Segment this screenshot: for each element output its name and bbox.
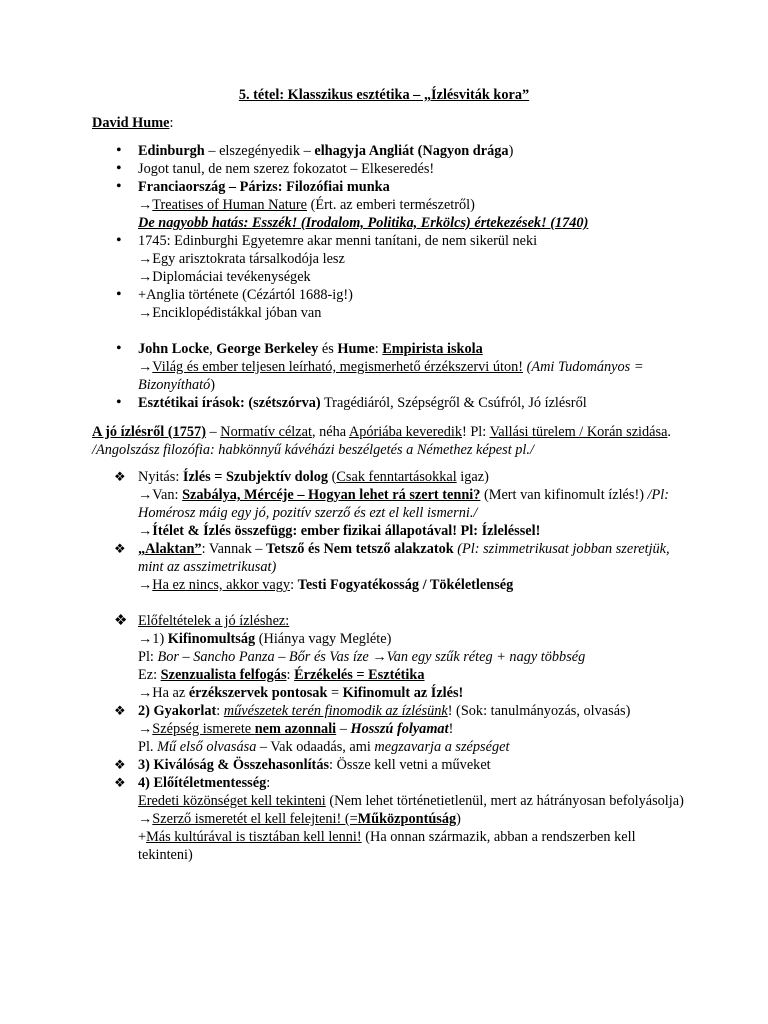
text: (Nem lehet történetietlenül, mert az hátrányosan befolyásolja) [325,793,684,809]
text: , [209,341,217,357]
text: Szépség ismerete [152,721,255,737]
text: : [374,341,383,357]
text: Apóriába keveredik [348,424,463,440]
text: Kifinomult az Ízlés! [342,685,464,701]
list-item [92,232,692,286]
text: Hume [337,341,375,357]
list-item [92,612,692,702]
text: Érzékelés = Esztétika [294,667,425,683]
text: ! [448,721,454,737]
text: Esztétikai írások: (szétszórva) [138,395,321,411]
text: : [290,577,298,593]
text: +Anglia története (Cézártól 1688-ig!) [138,287,353,303]
text: Nyitás: [138,469,183,485]
text: Bor – Sancho Panza – Bőr és Vas íze →Van egy szűk réteg + nagy többség [157,649,586,665]
text: megzavarja a szépséget [374,739,510,755]
text: Tragédiáról, Szépségről & Csúfról, Jó ízlésről [320,395,587,411]
list-item [92,178,692,232]
page-title: 5. tétel: Klasszikus esztétika – „Ízlésviták kora” [238,87,530,103]
text: Szerző ismeretét el kell felejteni! (= [152,811,358,827]
list-item [92,774,692,864]
text: Más kultúrával is tisztában kell lenni! [146,829,362,845]
hume-heading: David Hume [92,115,170,131]
text: Kifinomultság [167,631,256,647]
list-item [92,394,692,412]
text: érzékszervek pontosak [188,685,328,701]
text: 4) Előítéletmentesség [138,775,267,791]
text: (Ha onnan származik, abban a rendszerben kell tekinteni) [138,829,636,863]
text: Empirista iskola [382,341,483,357]
text: →Van: [138,487,183,503]
text: Ez: [138,667,161,683]
text: Tetsző és Nem tetsző alakzatok [266,541,454,557]
text: ! (Sok: tanulmányozás, olvasás) [447,703,631,719]
text: : Vannak – [201,541,267,557]
text: Normatív célzat [220,424,312,440]
text: (Hiánya vagy Megléte) [255,631,392,647]
text: Eredeti közönséget kell tekinteni [138,793,326,809]
text: Pl. [138,739,158,755]
text: Világ és ember teljesen leírható, megismerhető érzékszervi úton! [152,359,524,375]
text: Franciaország – Párizs: Filozófiai munka [138,179,390,195]
hume-section [92,114,692,412]
text: Testi Fogyatékosság / Tökéletlenség [297,577,514,593]
text: Vallási türelem / Korán szidása [489,424,668,440]
text: Szabálya, Mércéje – Hogyan lehet rá szert tenni? [182,487,481,503]
list-item [92,340,692,394]
text: : [286,667,295,683]
text: és [318,341,338,357]
text: = [327,685,343,701]
arrow: → [138,577,153,593]
text: ! Pl: [462,424,490,440]
text: A jó ízlésről (1757) [92,424,206,440]
list-item [92,756,692,774]
text: nem azonnali [254,721,337,737]
hume-heading-line [92,114,692,132]
list-item [92,468,692,540]
text: . [667,424,671,440]
text: – [205,424,221,440]
text: →1) [138,631,168,647]
text: Ha ez nincs, akkor vagy [152,577,291,593]
text: (Mert van kifinomult ízlés!) [480,487,648,503]
text: /Pl: Homérosz máig egy jó, pozitív szerző és ezt el kell ismerni./ [138,487,669,521]
essay-paragraph [92,423,682,459]
text: Mű első olvasása [157,739,257,755]
text: →Diplomáciai tevékenységek [138,269,311,285]
list-item [92,540,692,594]
text: , néha [311,424,349,440]
text: elhagyja Angliát (Nagyon drága [314,143,509,159]
text: – Vak odaadás, ami [256,739,375,755]
text: ( [328,469,337,485]
text: Treatises of Human Nature [152,197,308,213]
text: Jogot tanul, de nem szerez fokozatot – Elkeseredés! [138,161,435,177]
text: Hosszú folyamat [350,721,449,737]
text: (Ért. az emberi természetről) [307,197,475,213]
text: – elszegényedik – [204,143,315,159]
text: Csak fenntartásokkal [336,469,457,485]
text: Műközpontúság [357,811,457,827]
text: →Ha az [138,685,189,701]
text: : [216,703,224,719]
text: George Berkeley [216,341,319,357]
text: John Locke [138,341,210,357]
text: Előfeltételek a jó ízléshez: [138,613,290,629]
text: – [336,721,351,737]
heading-colon: : [169,115,174,131]
arrow: → [138,721,153,737]
text: 1745: Edinburghi Egyetemre akar menni tanítani, de nem sikerül neki [138,233,538,249]
list-item [92,286,692,322]
arrow: → [138,197,153,213]
text: 2) Gyakorlat [138,703,217,719]
text: Ízlés = Szubjektív dolog [182,469,329,485]
text: igaz) [456,469,489,485]
arrow: → [138,811,153,827]
text: „Alaktan” [138,541,202,557]
text: (Pl: szimmetrikusat jobban szeretjük, mint az asszimetrikusat) [138,541,670,575]
text: →Enciklopédistákkal jóban van [138,305,322,321]
text: Edinburgh [138,143,205,159]
text: (Ami Tudományos = Bizonyítható [138,359,644,393]
text: De nagyobb hatás: Esszék! (Irodalom, Politika, Erkölcs) értekezések! (1740) [138,215,589,231]
text: Pl: [138,649,158,665]
list-item [92,142,692,160]
text: →Ítélet & Ízlés összefügg: ember fizikai állapotával! Pl: Ízleléssel! [138,523,541,539]
text: →Egy arisztokrata társalkodója lesz [138,251,345,267]
text: ) [508,143,514,159]
list-item [92,702,692,756]
text: 3) Kiválóság & Összehasonlítás [138,757,330,773]
text: : [266,775,271,791]
text: : Össze kell vetni a műveket [329,757,491,773]
list-item [92,160,692,178]
text: /Angolszász filozófia: habkönnyű kávéházi beszélgetés a Némethez képest pl./ [92,442,534,458]
text: Szenzualista felfogás [160,667,287,683]
essay-points [92,468,692,864]
text: művészetek terén finomodik az ízlésünk [223,703,448,719]
text: ) [210,377,216,393]
arrow: → [138,359,153,375]
text: + [138,829,147,845]
text: ) [456,811,461,827]
